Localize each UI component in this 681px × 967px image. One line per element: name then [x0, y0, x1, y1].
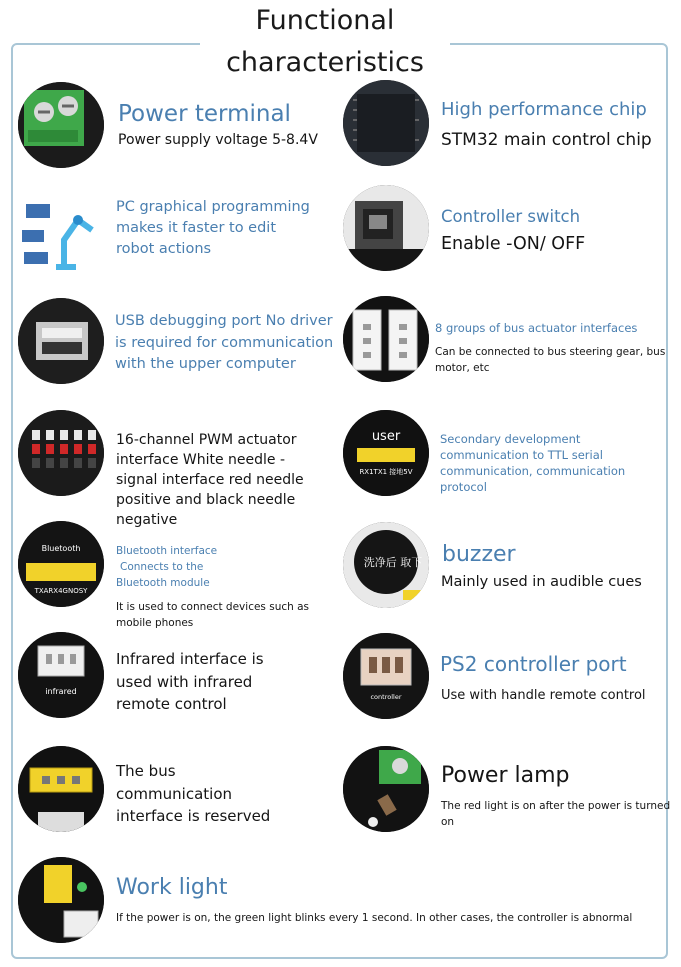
ps2-connector-icon — [343, 633, 429, 719]
item-desc: The red light is on after the power is turned on — [441, 800, 671, 828]
item-heading: Power lamp — [441, 763, 570, 788]
item-heading: Work light — [116, 875, 228, 900]
item-heading: Power terminal — [118, 101, 291, 127]
bus-reserved-icon — [18, 746, 104, 832]
icon-sublabel: RX1TX1 接地5V — [359, 468, 413, 476]
icon-label: infrared — [45, 687, 77, 696]
item-desc: Power supply voltage 5-8.4V — [118, 132, 318, 148]
chip-icon — [343, 80, 429, 166]
item-heading: USB debugging port No driver is required for communication with the upper computer — [115, 313, 334, 372]
item-heading: PS2 controller port — [440, 652, 627, 676]
item-desc: Can be connected to bus steering gear, bus motor, etc — [435, 346, 666, 374]
item-heading: Controller switch — [441, 207, 581, 226]
page-title-line2: characteristics — [226, 47, 424, 78]
icon-label: controller — [370, 693, 402, 701]
buzzer-icon — [343, 522, 429, 608]
item-heading: Infrared interface is used with infrared remote control — [116, 650, 264, 713]
item-desc: If the power is on, the green light blinks every 1 second. In other cases, the controller is abnormal — [116, 912, 633, 924]
item-heading-line3: Bluetooth module — [116, 577, 210, 589]
pin-header-icon — [18, 410, 104, 496]
item-desc: STM32 main control chip — [441, 130, 652, 150]
item-heading: 16-channel PWM actuator interface White needle - signal interface red needle positive and black needle negative — [116, 432, 304, 528]
icon-label: Bluetooth — [41, 544, 81, 553]
usb-port-icon — [18, 298, 104, 384]
item-heading: 8 groups of bus actuator interfaces — [435, 321, 638, 335]
item-heading: The bus communication interface is reserved — [116, 762, 271, 825]
item-desc: Mainly used in audible cues — [441, 574, 642, 590]
icon-label: user — [371, 429, 401, 444]
item-desc: Enable -ON/ OFF — [441, 234, 586, 254]
robot-arm-icon — [18, 190, 108, 274]
infrared-connector-icon — [18, 632, 104, 718]
icon-sublabel: TXARX4GNOSY — [34, 587, 88, 595]
item-heading: High performance chip — [441, 99, 647, 120]
item-desc: Use with handle remote control — [441, 688, 646, 703]
serial-port-icon — [343, 410, 429, 496]
work-light-icon — [18, 857, 104, 943]
title-block — [200, 0, 450, 84]
item-desc: It is used to connect devices such as mobile phones — [116, 601, 310, 629]
bus-connector-icon — [343, 296, 429, 382]
icon-label: 洗净后 取下 — [363, 556, 423, 569]
power-lamp-icon — [343, 746, 429, 832]
item-heading: Bluetooth interface — [116, 545, 218, 557]
bluetooth-module-icon — [18, 521, 104, 607]
item-heading: buzzer — [442, 542, 516, 567]
item-heading: PC graphical programming makes it faster to edit robot actions — [116, 199, 310, 257]
switch-icon — [343, 185, 429, 271]
item-heading: Secondary development communication to TTL serial communication, communication protocol — [440, 432, 626, 494]
item-heading-line2: Connects to the — [120, 561, 204, 573]
page-title-line1: Functional — [255, 5, 395, 36]
power-terminal-icon — [18, 82, 104, 168]
